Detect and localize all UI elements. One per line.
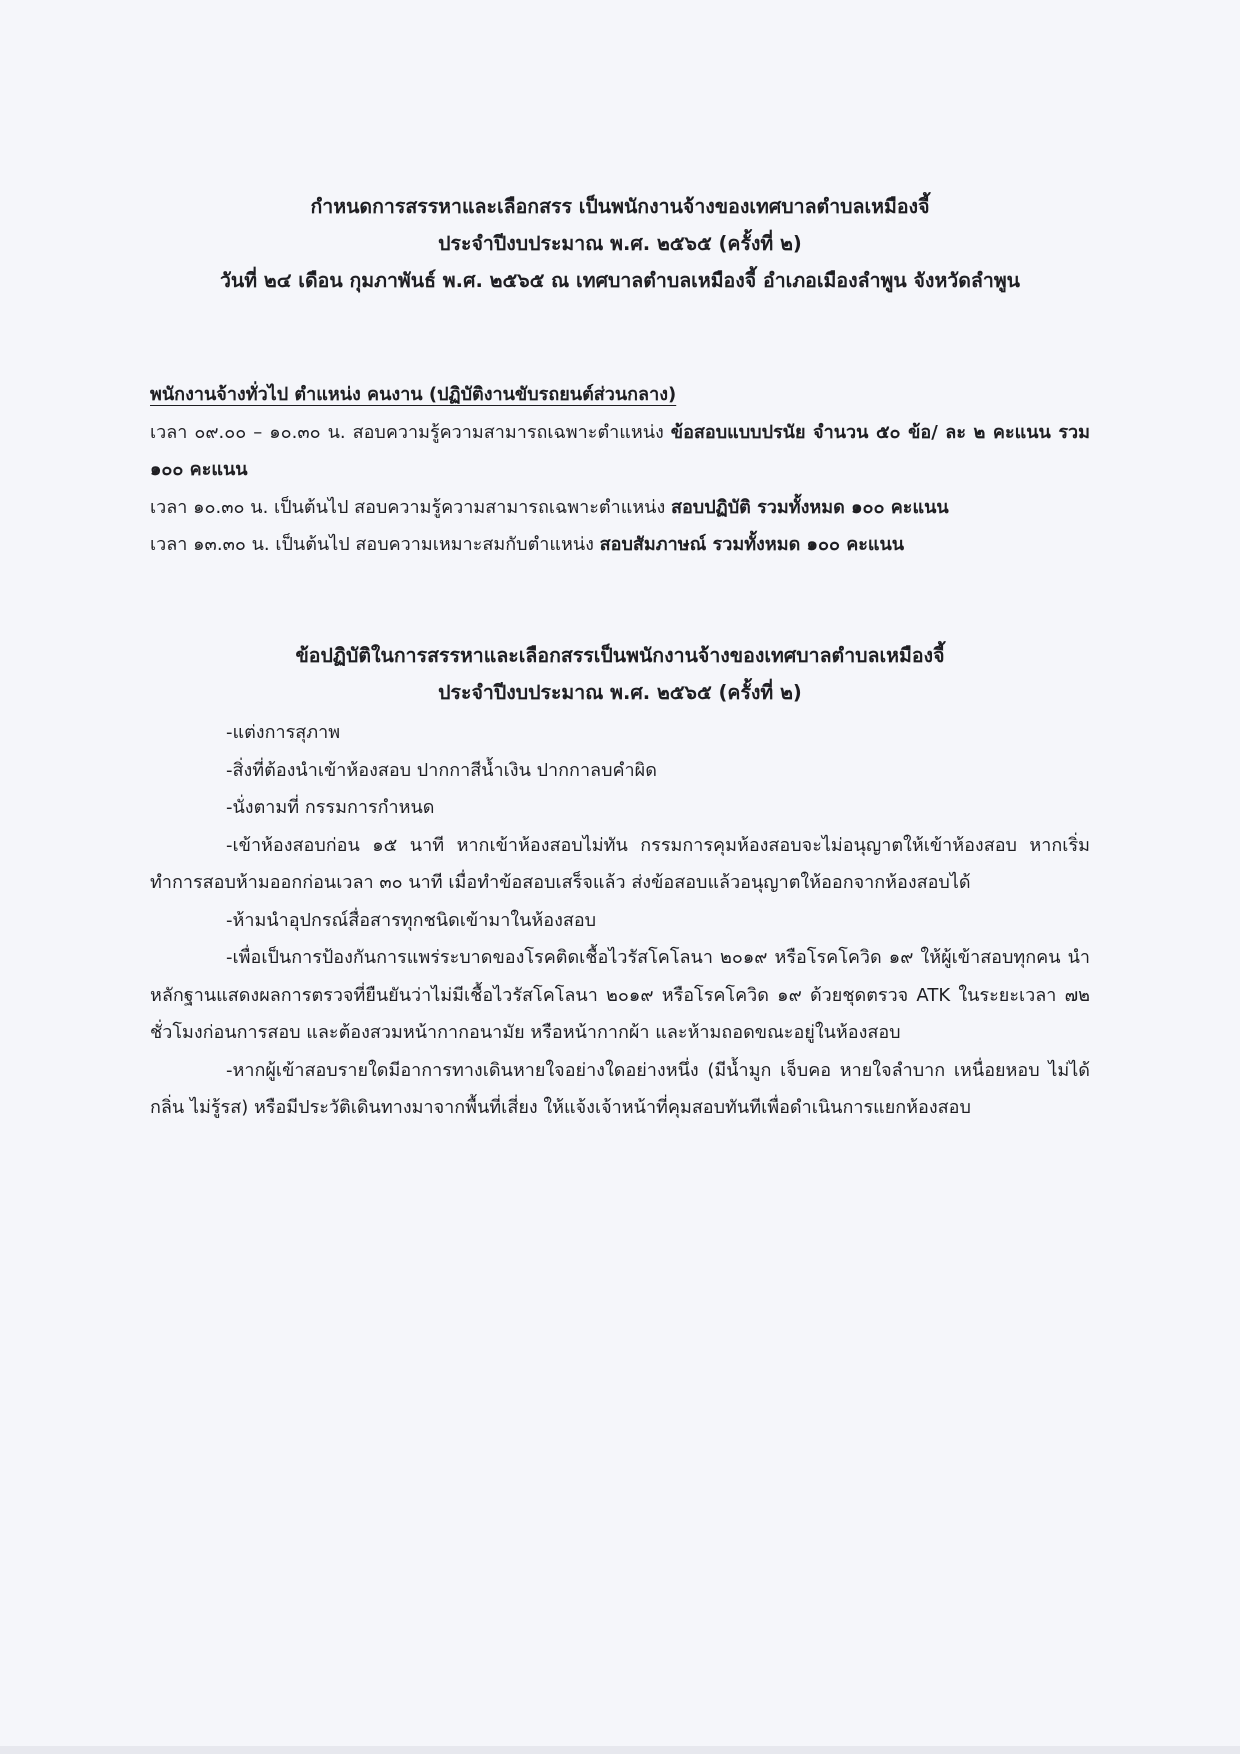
rules-title-line-2: ประจำปีงบประมาณ พ.ศ. ๒๕๖๕ (ครั้งที่ ๒)	[438, 681, 802, 704]
rules-title-line-1: ข้อปฏิบัติในการสรรหาและเลือกสรรเป็นพนักงานจ้างของเทศบาลตำบลเหมืองจี้	[295, 644, 945, 667]
rules-list	[150, 714, 1090, 1127]
announcement-title-line-3: วันที่ ๒๔ เดือน กุมภาพันธ์ พ.ศ. ๒๕๖๕ ณ เทศบาลตำบลเหมืองจี้ อำเภอเมืองลำพูน จังหวัดลำพูน	[219, 269, 1021, 292]
schedule-description: สอบความรู้ความสามารถเฉพาะตำแหน่ง	[345, 421, 671, 443]
announcement-title-line-1: กำหนดการสรรหาและเลือกสรร เป็นพนักงานจ้างของเทศบาลตำบลเหมืองจี้	[310, 195, 930, 218]
schedule-time: เวลา ๑๓.๓๐ น. เป็นต้นไป	[150, 534, 350, 555]
schedule-detail: สอบสัมภาษณ์ รวมทั้งหมด ๑๐๐ คะแนน	[599, 534, 905, 555]
schedule-item	[150, 489, 1090, 527]
schedule-description: สอบความเหมาะสมกับตำแหน่ง	[349, 534, 600, 555]
announcement-heading	[140, 188, 1100, 299]
rule-item: -ห้ามนำอุปกรณ์สื่อสารทุกชนิดเข้ามาในห้องสอบ	[226, 909, 597, 931]
rule-item: -เพื่อเป็นการป้องกันการแพร่ระบาดของโรคติดเชื้อไวรัสโคโลนา ๒๐๑๙ หรือโรคโควิด ๑๙ ให้ผู้เข้าสอบทุกคน นำหลักฐานแสดงผลการตรวจที่ยืนยันว่าไม่มีเชื้อไวรัสโคโลนา ๒๐๑๙ หรือโรคโควิด ๑๙ ด้วยชุดตรวจ ATK ในระยะเวลา ๗๒ ชั่วโมงก่อนการสอบ และต้องสวมหน้ากากอนามัย หรือหน้ากากผ้า และห้ามถอดขณะอยู่ในห้องสอบ	[150, 947, 1090, 1043]
schedule-description: สอบความรู้ความสามารถเฉพาะตำแหน่ง	[348, 496, 671, 518]
rule-item: -เข้าห้องสอบก่อน ๑๕ นาที หากเข้าห้องสอบไม่ทัน กรรมการคุมห้องสอบจะไม่อนุญาตให้เข้าห้องสอบ หากเริ่มทำการสอบห้ามออกก่อนเวลา ๓๐ นาที เมื่อทำข้อสอบเสร็จแล้ว ส่งข้อสอบแล้วอนุญาตให้ออกจากห้องสอบได้	[150, 834, 1090, 893]
rules-heading	[140, 637, 1100, 711]
rule-item: -สิ่งที่ต้องนำเข้าห้องสอบ ปากกาสีน้ำเงิน ปากกาลบคำผิด	[226, 759, 657, 781]
schedule-item	[150, 414, 1090, 489]
schedule-detail: ข้อสอบแบบปรนัย จำนวน ๕๐ ข้อ/ ละ ๒ คะแนน รวม ๑๐๐ คะแนน	[150, 421, 1090, 480]
schedule-time: เวลา ๐๙.๐๐ – ๑๐.๓๐ น.	[150, 421, 346, 443]
rule-item: -นั่งตามที่ กรรมการกำหนด	[226, 797, 435, 818]
schedule-section-title: พนักงานจ้างทั่วไป ตำแหน่ง คนงาน (ปฏิบัติงานขับรถยนต์ส่วนกลาง)	[150, 384, 677, 405]
exam-schedule	[150, 376, 1090, 564]
schedule-item	[150, 526, 1090, 564]
schedule-time: เวลา ๑๐.๓๐ น. เป็นต้นไป	[150, 496, 349, 518]
schedule-detail: สอบปฏิบัติ รวมทั้งหมด ๑๐๐ คะแนน	[671, 496, 949, 518]
rule-item: -หากผู้เข้าสอบรายใดมีอาการทางเดินหายใจอย่างใดอย่างหนึ่ง (มีน้ำมูก เจ็บคอ หายใจลำบาก เหนื่อยหอบ ไม่ได้กลิ่น ไม่รู้รส) หรือมีประวัติเดินทางมาจากพื้นที่เสี่ยง ให้แจ้งเจ้าหน้าที่คุมสอบทันทีเพื่อดำเนินการแยกห้องสอบ	[150, 1059, 1090, 1118]
announcement-title-line-2: ประจำปีงบประมาณ พ.ศ. ๒๕๖๕ (ครั้งที่ ๒)	[438, 232, 802, 255]
rule-item: -แต่งการสุภาพ	[226, 722, 341, 743]
scan-bottom-edge	[0, 1746, 1240, 1754]
